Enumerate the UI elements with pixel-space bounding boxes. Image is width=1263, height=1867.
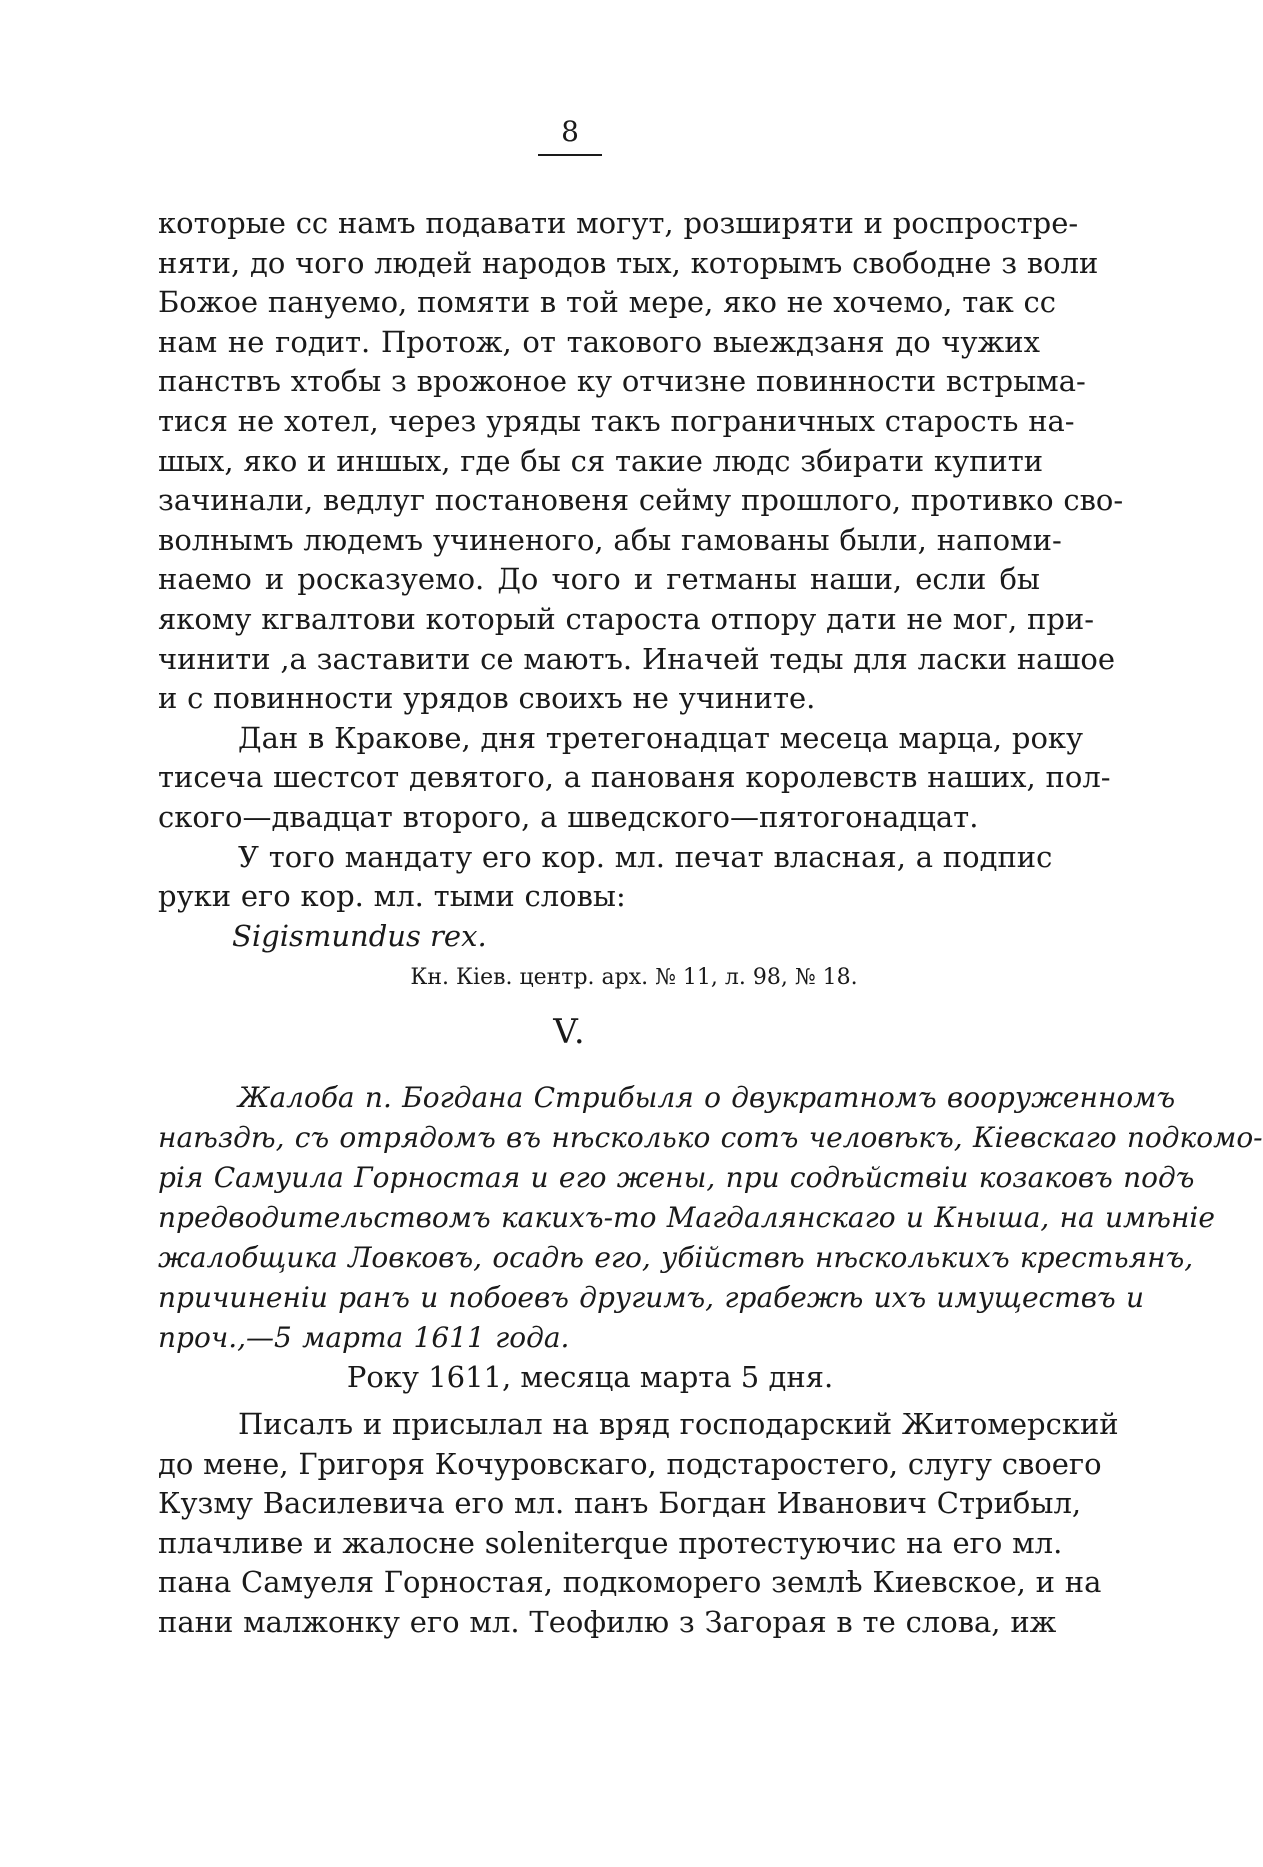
text-line: пани малжонку его мл. Теофилю з Загорая в те слова, иж xyxy=(158,1604,1057,1639)
section-summary xyxy=(158,1078,1263,1358)
previous-document-text xyxy=(158,204,1124,996)
text-line: тися не хотел, через уряды такъ пограничных старость на- xyxy=(158,403,1075,438)
text-line: якому кгвалтови который староста отпору дати не мог, при- xyxy=(158,601,1095,636)
summary-line: рiя Самуила Горностая и его жены, при содѣйствiи козаковъ подъ xyxy=(158,1161,1195,1194)
summary-line: проч.,—5 марта 1611 года. xyxy=(158,1321,570,1354)
text-line: Божое пануемо, помяти в той мере, яко не хочемо, так сс xyxy=(158,285,1056,320)
date-heading: Року 1611, месяца марта 5 дня. xyxy=(346,1360,834,1394)
text-line: няти, до чого людей народов тых, которымъ свободне з воли xyxy=(158,245,1099,280)
text-line: наемо и росказуемо. До чого и гетманы наши, если бы xyxy=(158,562,1040,597)
text-line: нам не годит. Протож, от таковoго выеждзаня до чужих xyxy=(158,324,1040,359)
closing-line: ского—двадцат второго, а шведского—пятогонадцат. xyxy=(158,799,979,834)
closing-line: тисеча шестсот девятого, а панованя королевств наших, пол- xyxy=(158,760,1111,795)
text-line: которые сс намъ подавати могут, розширяти и роспростре- xyxy=(158,206,1079,240)
summary-line: причиненiи ранъ и побоевъ другимъ, грабежѣ ихъ имуществъ и xyxy=(158,1281,1145,1314)
text-line: до мене, Григоря Кочуровскаго, подстаростего, слугу своего xyxy=(158,1446,1102,1481)
document-text xyxy=(158,1405,1119,1643)
summary-line: предводительствомъ какихъ-то Магдалянскаго и Кныша, на имѣнiе xyxy=(158,1201,1215,1234)
text-line: волнымъ людемъ учиненого, абы гамованы были, напоми- xyxy=(158,522,1062,557)
summary-line: жалобщика Ловковъ, осадѣ его, убiйствѣ нѣсколькихъ крестьянъ, xyxy=(158,1241,1194,1274)
seal-line: руки его кор. мл. тыми словы: xyxy=(158,879,626,914)
text-line: пана Самуеля Горностая, подкоморего землѣ Киевское, и на xyxy=(158,1565,1102,1600)
royal-signature: Sigismundus rex. xyxy=(232,918,487,953)
text-line: чинити ,а заставити се маютъ. Иначей теды для ласки нашое xyxy=(158,641,1116,676)
summary-line: Жалоба п. Богдана Стрибыля о двукратномъ вооруженномъ xyxy=(238,1081,1176,1114)
text-line: зачинали, ведлуг постановеня сейму прошлого, противко сво- xyxy=(158,483,1124,518)
text-line: и с повинности урядов своихъ не учините. xyxy=(158,681,816,716)
seal-line: У того мандату его кор. мл. печат власная, а подпис xyxy=(238,839,1053,874)
text-line: шых, яко и иншых, где бы ся такие людс збирати купити xyxy=(158,443,1044,478)
section-numeral: V. xyxy=(553,1012,587,1052)
page-number: 8 xyxy=(538,118,602,156)
text-line: панствъ хтобы з врожоное ку отчизне повинности встрыма- xyxy=(158,364,1086,399)
text-line: Кузму Василевича его мл. панъ Богдан Иванович Стрибыл, xyxy=(158,1486,1082,1521)
closing-line: Дан в Кракове, дня третегонадцат месеца марца, року xyxy=(238,720,1084,755)
text-line: плачливе и жалосне soleniterque протестуючис на его мл. xyxy=(158,1525,1063,1560)
text-line: Писалъ и присылал на вряд господарский Житомерский xyxy=(238,1407,1119,1441)
summary-line: наѣздѣ, съ отрядомъ въ нѣсколько сотъ человѣкъ, Кiевскаго подкомо- xyxy=(158,1121,1263,1154)
archive-citation: Кн. Кiев. центр. арх. № 11, л. 98, № 18. xyxy=(410,965,858,991)
